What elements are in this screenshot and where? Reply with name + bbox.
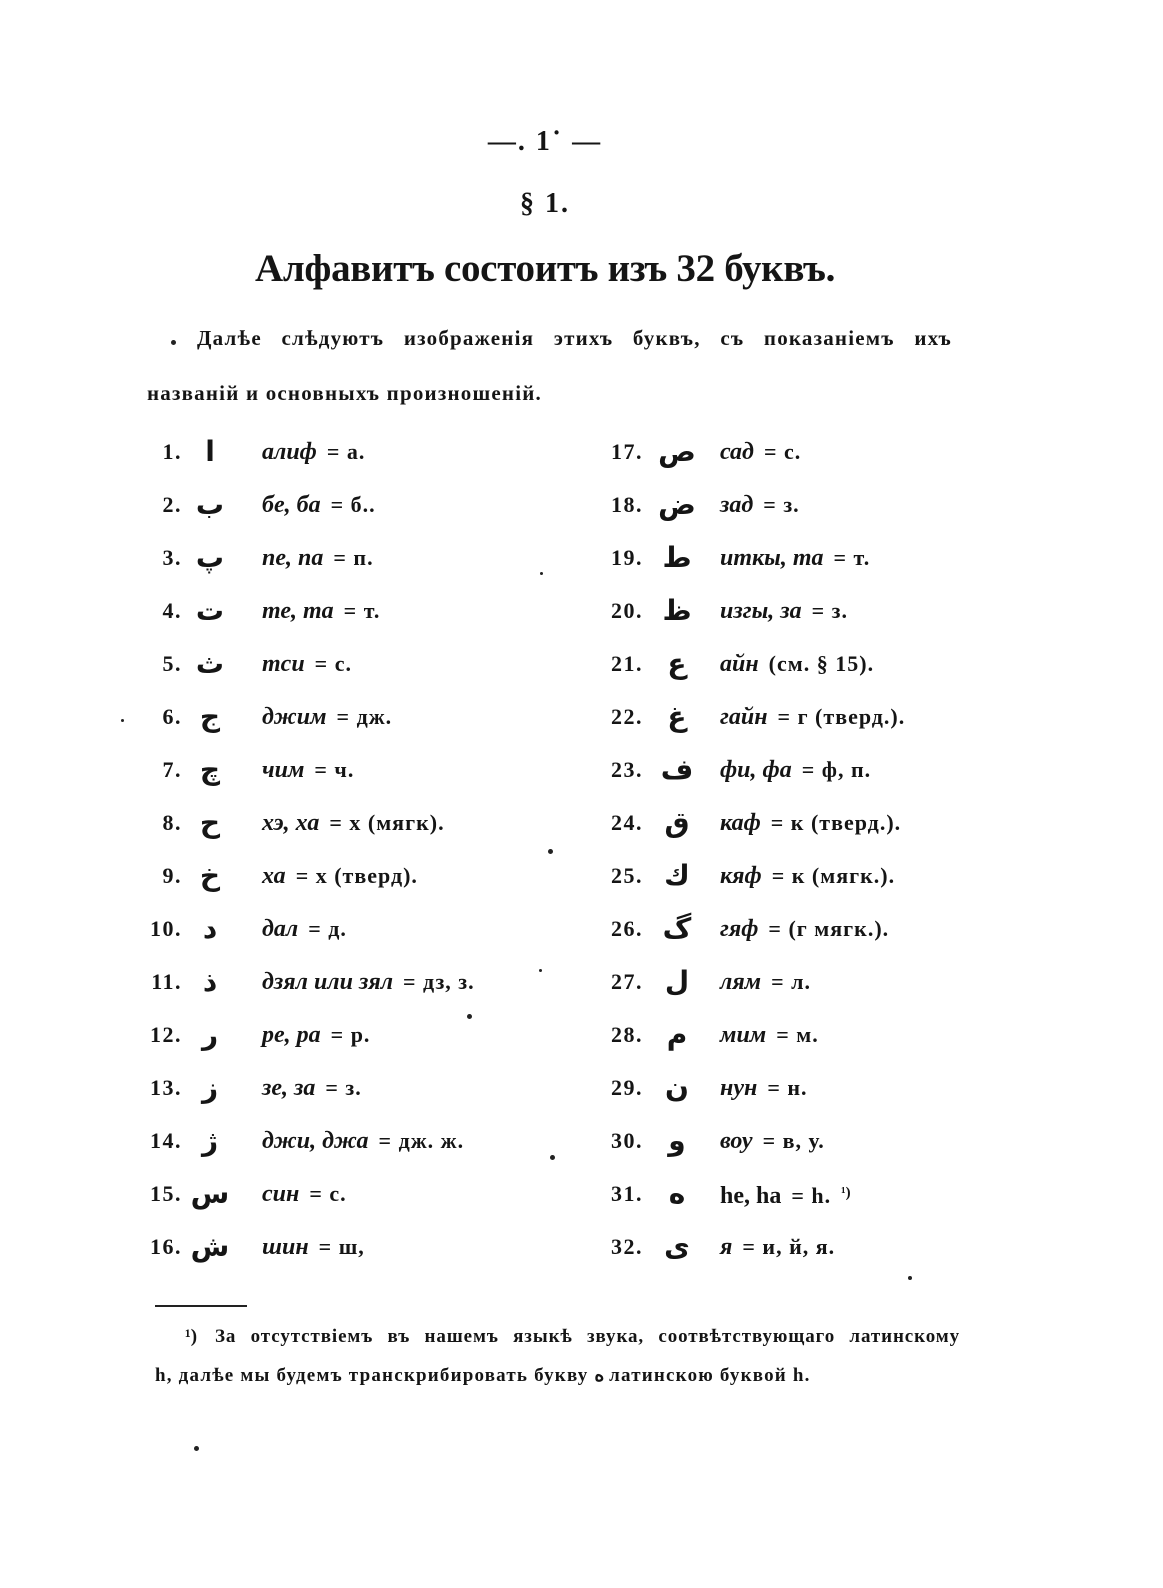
letter-sound: = h.	[791, 1183, 832, 1208]
letter-sound: = дж. ж.	[378, 1128, 465, 1153]
letter-sound: = а.	[326, 439, 366, 464]
letter-name: зе, за	[262, 1075, 316, 1101]
letter-entry	[720, 1061, 808, 1117]
footnote-reference: ¹)	[841, 1185, 851, 1201]
letter-number: 11.	[151, 969, 182, 994]
letter-name: сад	[720, 439, 754, 465]
letter-name: алиф	[262, 439, 317, 465]
section-heading: § 1.	[520, 188, 570, 219]
letter-number: 8.	[162, 810, 182, 835]
scan-speck	[548, 849, 553, 854]
letter-number: 3.	[162, 545, 182, 570]
letter-row	[0, 478, 1163, 531]
letter-name: фи, фа	[720, 757, 792, 783]
letter-sound: = с.	[763, 439, 802, 464]
letter-row	[0, 531, 1163, 584]
letter-name: дал	[262, 916, 299, 942]
arabic-letter: ه	[668, 1177, 686, 1210]
footnote-line: За отсутствіемъ въ нашемъ языкѣ звука, соотвѣтствующаго латинскому	[215, 1326, 960, 1347]
scan-speck	[539, 969, 542, 972]
letter-entry	[720, 531, 870, 587]
letter-sound: = б..	[330, 492, 376, 517]
arabic-letter: ق	[664, 806, 690, 839]
letter-number: 20.	[611, 598, 643, 623]
arabic-letter: ت	[195, 594, 225, 627]
letter-sound: = дж.	[336, 704, 393, 729]
letter-number: 31.	[611, 1181, 643, 1206]
intro-line: названій и основныхъ произношеній.	[147, 381, 542, 405]
letter-name: джи, джа	[262, 1128, 369, 1154]
letter-name: мим	[720, 1022, 767, 1048]
letter-name: ха	[262, 863, 286, 889]
letter-name: джим	[262, 704, 327, 730]
letter-entry	[720, 478, 800, 534]
letter-row	[0, 425, 1163, 478]
letter-name: лям	[720, 969, 762, 995]
letter-sound: = с.	[309, 1181, 347, 1206]
letter-name: he, ha	[720, 1183, 782, 1209]
arabic-letter: ف	[660, 753, 694, 786]
letter-name: пе, па	[262, 545, 324, 571]
letter-sound: = м.	[776, 1022, 819, 1047]
arabic-letter: ذ	[202, 965, 218, 998]
letter-number: 23.	[611, 757, 643, 782]
letter-number: 17.	[611, 439, 643, 464]
letter-row	[0, 584, 1163, 637]
letter-sound: = т.	[343, 598, 381, 623]
letter-row	[0, 1061, 1163, 1114]
letter-row	[0, 743, 1163, 796]
intro-line: Далѣе слѣдуютъ изображенія этихъ буквъ, съ показаніемъ ихъ	[197, 326, 952, 350]
letter-row	[0, 849, 1163, 902]
letter-sound: = и, й, я.	[742, 1234, 836, 1259]
letter-entry	[720, 955, 811, 1011]
letter-name: гяф	[720, 916, 759, 942]
letter-sound: = в, у.	[762, 1128, 825, 1153]
letter-number: 21.	[611, 651, 643, 676]
letter-entry	[720, 849, 895, 905]
letter-sound: = з.	[763, 492, 800, 517]
letter-entry	[720, 690, 905, 746]
letter-entry	[720, 425, 801, 481]
letter-number: 19.	[611, 545, 643, 570]
letter-number: 1.	[162, 439, 182, 464]
footnote-separator	[155, 1305, 247, 1307]
arabic-letter: ث	[195, 647, 225, 680]
letter-number: 15.	[150, 1181, 182, 1206]
alphabet-list-right	[0, 425, 1163, 1273]
arabic-letter: غ	[667, 700, 687, 733]
arabic-letter: م	[666, 1018, 688, 1051]
arabic-letter: ض	[658, 488, 696, 521]
letter-number: 12.	[150, 1022, 182, 1047]
scan-speck	[467, 1014, 472, 1019]
page-title: Алфавитъ состоитъ изъ 32 буквъ.	[254, 247, 836, 290]
letter-row	[0, 796, 1163, 849]
arabic-letter: ن	[665, 1071, 689, 1104]
arabic-letter: ط	[662, 541, 692, 574]
arabic-letter: ز	[201, 1071, 219, 1104]
arabic-letter: ب	[195, 488, 225, 521]
letter-entry	[720, 1220, 835, 1276]
arabic-letter: ل	[664, 965, 690, 998]
letter-sound: = п.	[333, 545, 374, 570]
letter-name: иткы, та	[720, 545, 824, 571]
letter-sound: = ч.	[314, 757, 355, 782]
letter-sound: = г (тверд.).	[777, 704, 906, 729]
letter-row	[0, 637, 1163, 690]
letter-number: 14.	[150, 1128, 182, 1153]
letter-sound: = н.	[767, 1075, 808, 1100]
letter-number: 26.	[611, 916, 643, 941]
letter-sound: = (г мягк.).	[768, 916, 890, 941]
letter-name: ре, ра	[262, 1022, 321, 1048]
letter-sound: = к (тверд.).	[770, 810, 902, 835]
letter-number: 16.	[150, 1234, 182, 1259]
letter-number: 10.	[150, 916, 182, 941]
scan-speck	[194, 1446, 199, 1451]
arabic-letter: ظ	[662, 594, 692, 627]
arabic-letter: ر	[201, 1018, 219, 1051]
letter-name: син	[262, 1181, 300, 1207]
scan-speck	[121, 719, 124, 722]
letter-sound: = с.	[314, 651, 352, 676]
arabic-letter: ژ	[201, 1124, 219, 1157]
letter-entry	[720, 902, 889, 958]
letter-number: 18.	[611, 492, 643, 517]
arabic-letter: خ	[199, 859, 221, 892]
footnote-line: h, далѣе мы будемъ транскрибировать букву ه латинскою буквой h.	[155, 1365, 811, 1386]
arabic-letter: ی	[664, 1230, 690, 1263]
letter-number: 27.	[611, 969, 643, 994]
letter-row	[0, 1008, 1163, 1061]
letter-sound: = дз, з.	[403, 969, 475, 994]
letter-name: айн	[720, 651, 759, 677]
letter-name: изгы, за	[720, 598, 802, 624]
letter-entry	[720, 1114, 825, 1170]
letter-number: 32.	[611, 1234, 643, 1259]
letter-number: 28.	[611, 1022, 643, 1047]
letter-number: 7.	[162, 757, 182, 782]
letter-sound: = з.	[811, 598, 848, 623]
arabic-letter: ح	[199, 806, 221, 839]
letter-number: 22.	[611, 704, 643, 729]
letter-number: 5.	[162, 651, 182, 676]
letter-number: 13.	[150, 1075, 182, 1100]
letter-entry	[720, 796, 901, 852]
letter-sound: = х (мягк).	[329, 810, 445, 835]
letter-name: каф	[720, 810, 761, 836]
letter-entry	[720, 637, 874, 693]
footnote-marker: ¹)	[185, 1326, 198, 1347]
arabic-letter: گ	[662, 912, 692, 945]
letter-sound: = з.	[325, 1075, 362, 1100]
letter-entry	[720, 743, 871, 799]
arabic-letter: پ	[195, 541, 225, 574]
letter-number: 2.	[162, 492, 182, 517]
scan-speck	[908, 1276, 912, 1280]
letter-number: 25.	[611, 863, 643, 888]
letter-name: кяф	[720, 863, 762, 889]
letter-sound: = л.	[771, 969, 812, 994]
letter-number: 29.	[611, 1075, 643, 1100]
letter-row	[0, 902, 1163, 955]
letter-number: 9.	[162, 863, 182, 888]
arabic-letter: د	[202, 912, 218, 945]
letter-number: 4.	[162, 598, 182, 623]
scan-speck	[550, 1155, 555, 1160]
letter-name: воу	[720, 1128, 753, 1154]
arabic-letter: ا	[205, 435, 215, 468]
letter-sound: = р.	[330, 1022, 371, 1047]
letter-sound: = д.	[308, 916, 347, 941]
letter-name: тси	[262, 651, 305, 677]
letter-name: хэ, ха	[262, 810, 320, 836]
letter-name: те, та	[262, 598, 334, 624]
letter-row	[0, 1114, 1163, 1167]
arabic-letter: ص	[658, 435, 696, 468]
letter-name: бе, ба	[262, 492, 321, 518]
letter-name: нун	[720, 1075, 758, 1101]
arabic-letter: ع	[667, 647, 687, 680]
scan-speck	[540, 572, 543, 575]
running-head: —. 1˙ —	[487, 126, 603, 157]
letter-name: гайн	[720, 704, 768, 730]
letter-sound: (см. § 15).	[768, 651, 875, 676]
letter-row	[0, 1167, 1163, 1220]
letter-name: шин	[262, 1234, 309, 1260]
letter-sound: = т.	[833, 545, 871, 570]
letter-sound: = ш,	[318, 1234, 365, 1259]
arabic-letter: ج	[199, 700, 221, 733]
letter-name: я	[720, 1234, 733, 1260]
letter-row	[0, 1220, 1163, 1273]
letter-number: 6.	[162, 704, 182, 729]
letter-sound: = к (мягк.).	[771, 863, 896, 888]
letter-row	[0, 690, 1163, 743]
letter-number: 24.	[611, 810, 643, 835]
arabic-letter: ش	[190, 1230, 230, 1263]
letter-sound: = ф, п.	[801, 757, 872, 782]
letter-entry	[720, 584, 848, 640]
scan-speck	[171, 340, 176, 345]
arabic-letter: چ	[199, 753, 221, 786]
letter-entry	[720, 1008, 819, 1064]
arabic-letter: و	[668, 1124, 686, 1157]
arabic-letter: س	[190, 1177, 230, 1210]
letter-sound: = х (тверд).	[295, 863, 418, 888]
letter-name: дзял или зял	[262, 969, 394, 995]
letter-entry	[720, 1167, 851, 1225]
letter-name: чим	[262, 757, 305, 783]
arabic-letter: ك	[664, 859, 690, 892]
letter-row	[0, 955, 1163, 1008]
letter-number: 30.	[611, 1128, 643, 1153]
letter-name: зад	[720, 492, 754, 518]
